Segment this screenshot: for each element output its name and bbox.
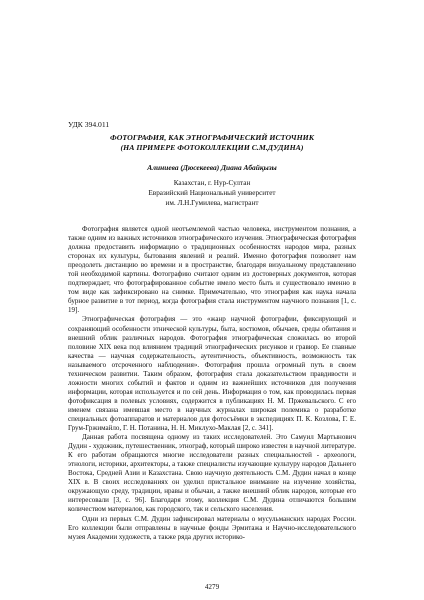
udc-code: УДК 394.011 — [68, 120, 110, 129]
author-name: Алиниева (Дюсекеева) Диана Абайқызы — [147, 163, 277, 172]
article-title — [68, 133, 356, 153]
title-line: ФОТОГРАФИЯ, КАК ЭТНОГРАФИЧЕСКИЙ ИСТОЧНИК — [109, 133, 315, 142]
affiliation-line: Казахстан, г. Нур-Султан — [173, 179, 251, 187]
author-affiliation — [68, 178, 356, 209]
article-body — [68, 225, 356, 542]
body-paragraph: Данная работа посвящена одному из таких исследователей. Это Самуил Мартынович Дудин - художник, путешественник, этнограф, который широко известен в научной литературе. К его работам обращаются многие исследователи разных специальностей - археологи, этнологи, историки, архитекторы, а также специалисты изучающие культуру народов Дальнего Востока, Средней Азии и Казахстана. Свою научную деятельность С.М. Дудин начал в конце XIX в. В своих исследованиях он уделил пристальное внимание на изучение хозяйства, окружающую среду, традиции, нравы и обычаи, а также внешний облик народов, которые его интересовали [3, с. 96]. Благодаря этому, коллекция С.М. Дудина отличаются большим количеством материалов, как городского, так и сельского населения. — [68, 433, 356, 514]
title-line: (НА ПРИМЕРЕ ФОТОКОЛЛЕКЦИИ С.М.ДУДИНА) — [120, 143, 304, 152]
affiliation-line: Евразийский Национальный университет — [148, 189, 276, 198]
body-paragraph: Этнографическая фотография — это «жанр научной фотографии, фиксирующий и сохраняющий особенности этнической культуры, быта, костюмов, обычаев, среды обитания и внешний облик различных народов. Фотография этнографическая сложилась во второй половине XIX века под влиянием традиций этнографических рисунков и гравюр. Ее главные качества — научная содержательность, аутентичность, объективность, возможность так называемого отсроченного наблюдения». Фотография прошла огромный путь в своем техническом развитии. Таким образом, фотография стала доказательством правдивости и ложности многих событий и фактов и одним из важнейших источников для получения информации, которая используется и по сей день. Информация о том, как проводилась первая фотофиксация в полевых условиях, содержится в публикациях Н. М. Пржевальского. С его именем связана имевшая место в научных журналах широкая полемика о разработке специальных фотоаппаратов и материалов для фотосъёмки в экспедициях П. К. Козлова, Г. Е. Грум-Гржимайло, Г. Н. Потанина, Н. Н. Миклухо-Маклая [2, с. 341]. — [68, 315, 356, 433]
body-paragraph: Одни из первых С.М. Дудин зафиксировал материалы о мусульманских народах России. Его коллекции были отправлены в научные фонды Эрмитажа и Научно-исследовательского музея Академии художеств, а также ряда других историко- — [68, 514, 356, 541]
body-paragraph: Фотография является одной неотъемлемой частью человека, инструментом познания, а также одним из важных источников этнографического изучения. Этнографическая фотография должна предоставить информацию о традиционных особенностях народов мира, разных сторонах их культуры, бытования явлений и реалий. Именно фотография позволяет нам преодолеть дистанцию во времени и в пространстве, благодаря визуальному представлению той необходимой картины. Фотографию считают одним из достоверных документов, которая подтверждает, что фотографированное событие имело место быть и существовало именно в том виде как зафиксировано на снимке. Примечательно, что этнография как наука начала бурное развитие в тот период, когда фотография стала инструментом научного познания [1, с. 19]. — [68, 225, 356, 315]
page-number: 4279 — [204, 583, 220, 591]
affiliation-line: им. Л.Н.Гумилева, магистрант — [165, 199, 259, 208]
